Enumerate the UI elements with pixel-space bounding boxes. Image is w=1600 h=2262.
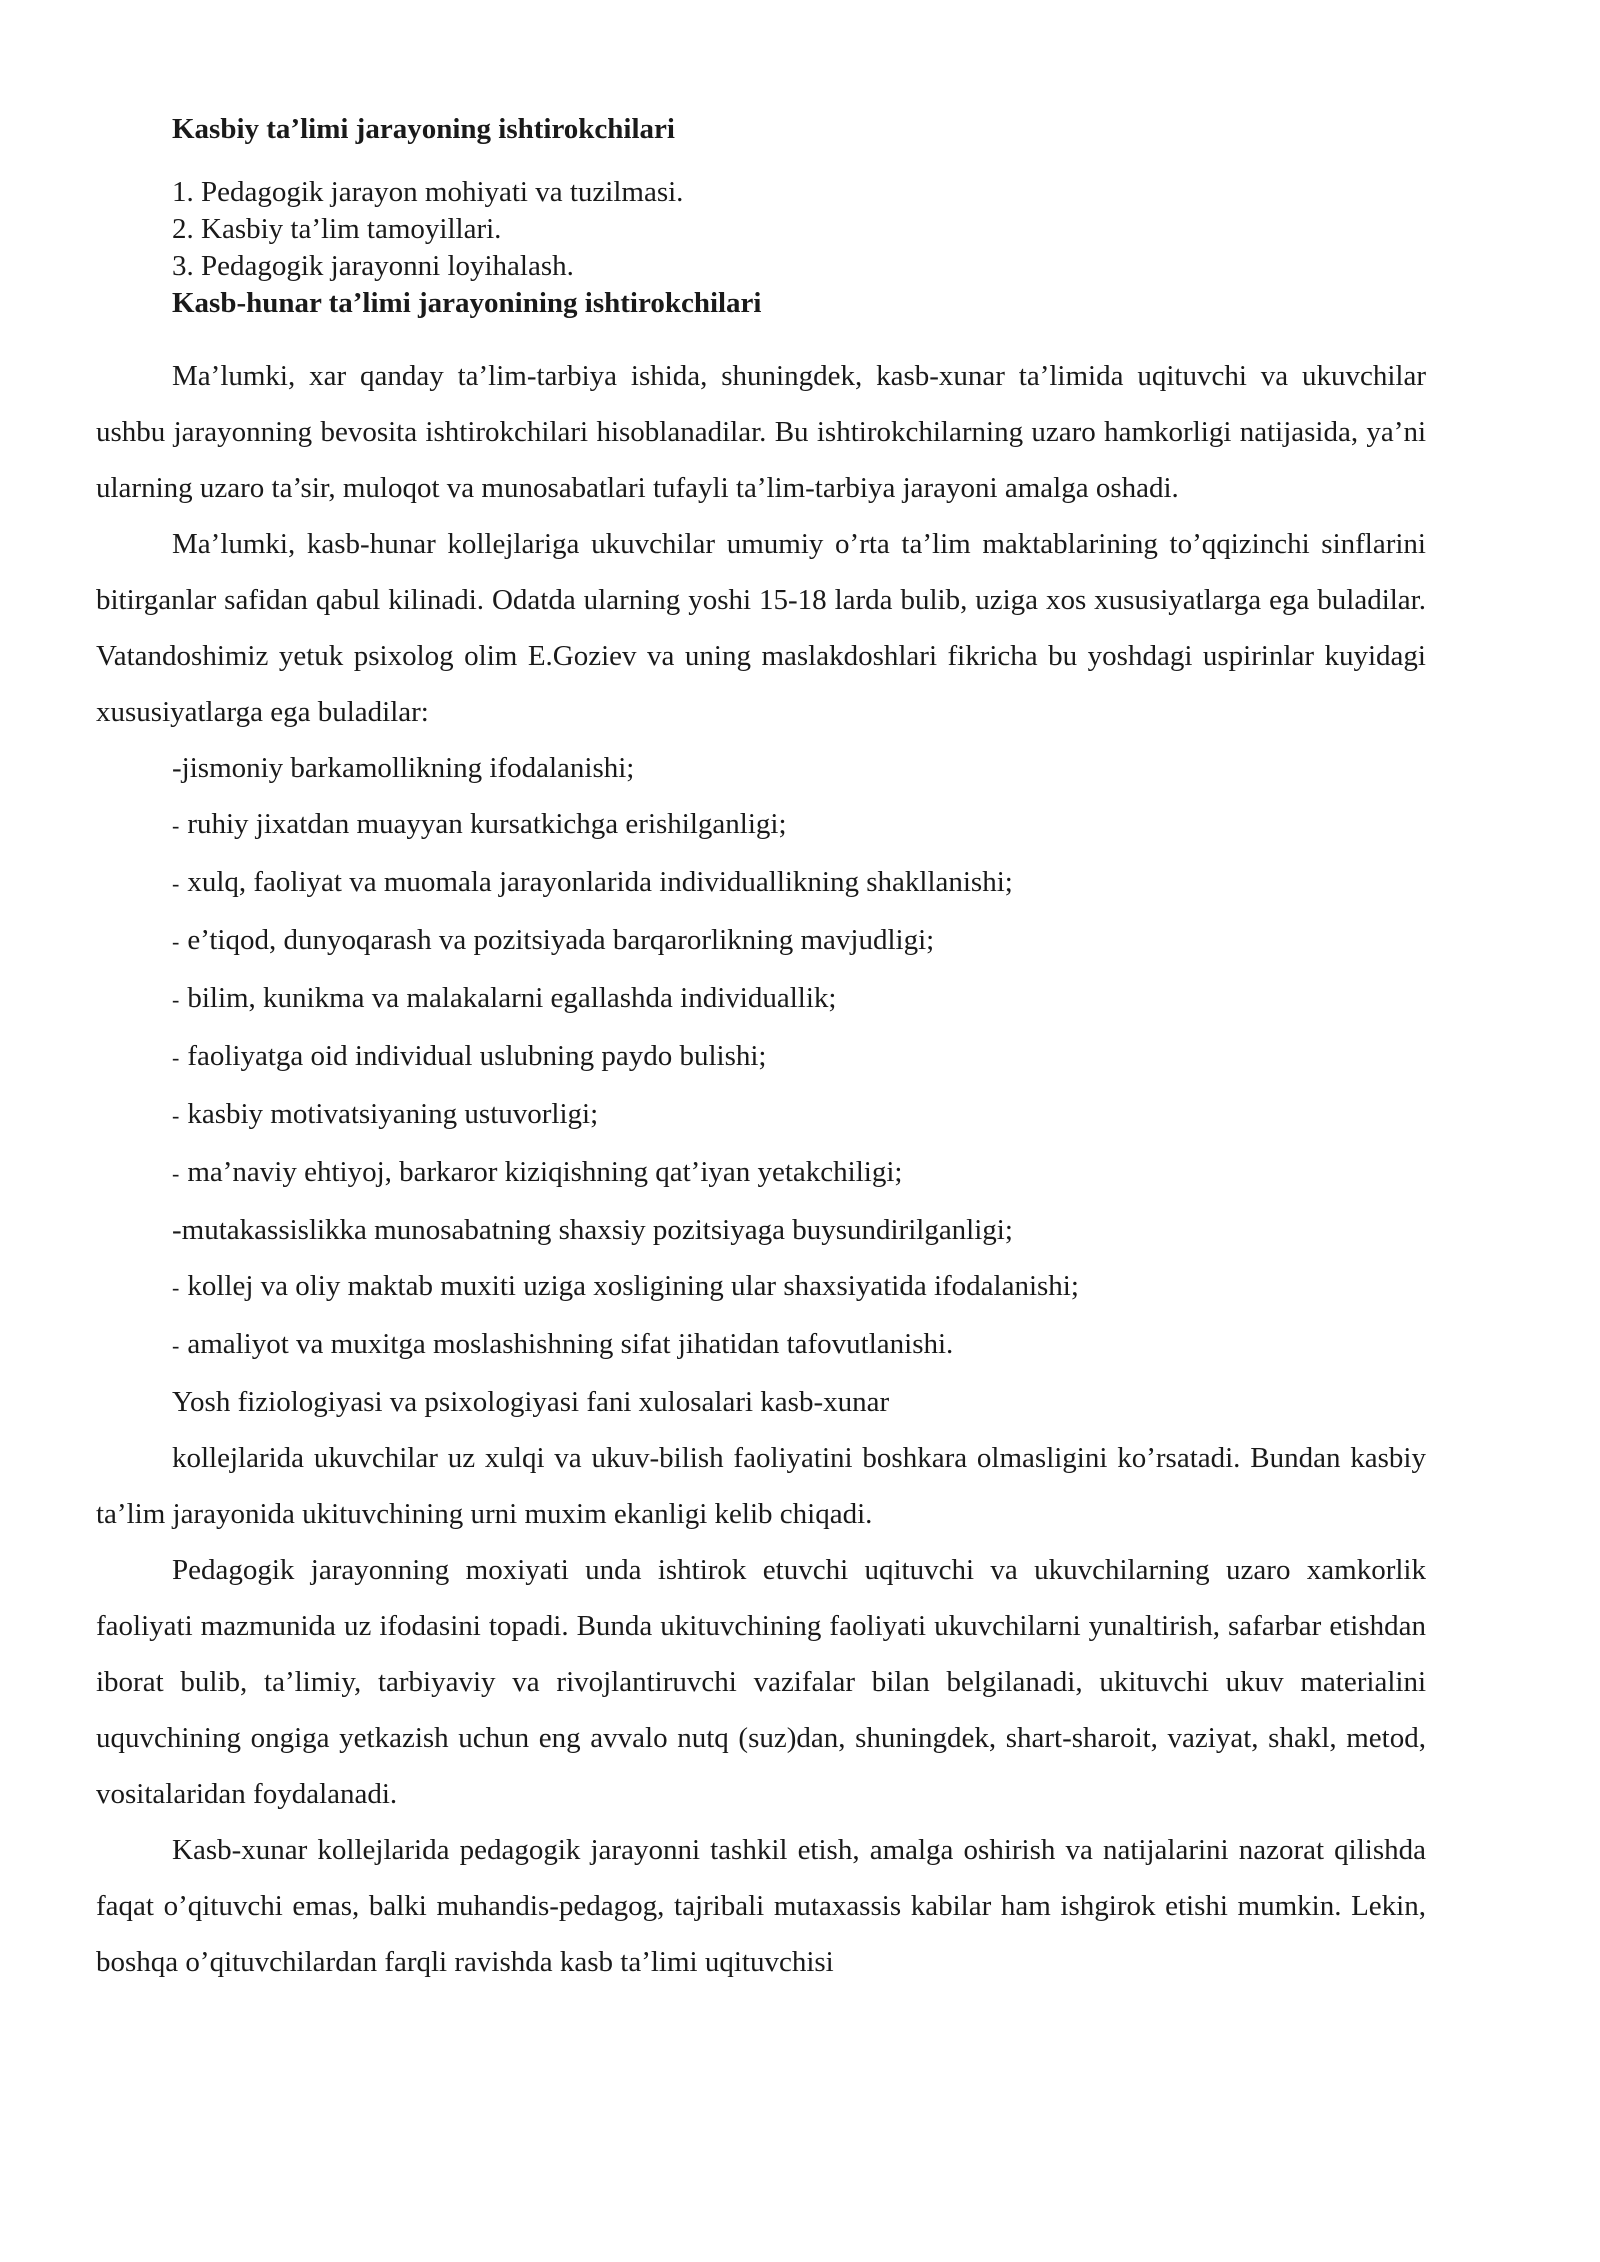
list-item-text: kasbiy motivatsiyaning ustuvorligi; bbox=[187, 1098, 599, 1130]
list-item-text: jismoniy barkamollikning ifodalanishi; bbox=[181, 752, 635, 784]
list-dash: - bbox=[172, 1103, 180, 1128]
paragraph: Ma’lumki, kasb-hunar kollejlariga ukuvchilar umumiy o’rta ta’lim maktablarining to’qqizinchi sinflarini bitirganlar safidan qabul kilinadi. Odatda ularning yoshi 15-18 larda bulib, uziga xos xususiyatlarga ega buladilar. Vatandoshimiz yetuk psixolog olim E.Goziev va uning maslakdoshlari fikricha bu yoshdagi uspirinlar kuyidagi xususiyatlarga ega buladilar: bbox=[96, 528, 1426, 728]
list-dash: - bbox=[172, 871, 180, 896]
list-dash: - bbox=[172, 813, 180, 838]
topics-list bbox=[96, 174, 1426, 285]
list-item bbox=[172, 854, 1426, 912]
paragraph: Pedagogik jarayonning moxiyati unda ishtirok etuvchi uqituvchi va ukuvchilarning uzaro xamkorlik faoliyati mazmunida uz ifodasini topadi. Bunda ukituvchining faoliyati ukuvchilarni yunaltirish, safarbar etishdan iborat bulib, ta’limiy, tarbiyaviy va rivojlantiruvchi vazifalar bilan belgilanadi, ukituvchi ukuv materialini uquvchining ongiga yetkazish uchun eng avvalo nutq (suz)dan, shuningdek, shart-sharoit, vaziyat, shakl, metod, vositalaridan foydalanadi. bbox=[96, 1554, 1426, 1810]
document-title: Kasbiy ta’limi jarayoning ishtirokchilari bbox=[172, 113, 675, 145]
topic-item: 3. Pedagogik jarayonni loyihalash. bbox=[172, 250, 574, 282]
list-dash: - bbox=[172, 1045, 180, 1070]
list-item bbox=[172, 912, 1426, 970]
list-item bbox=[172, 740, 1426, 796]
list-item-text: e’tiqod, dunyoqarash va pozitsiyada barqarorlikning mavjudligi; bbox=[187, 924, 935, 956]
list-item-text: kollej va oliy maktab muxiti uziga xosligining ular shaxsiyatida ifodalanishi; bbox=[187, 1270, 1079, 1302]
topic-item: 2. Kasbiy ta’lim tamoyillari. bbox=[172, 213, 502, 245]
list-dash: - bbox=[172, 1161, 180, 1186]
list-item bbox=[172, 1028, 1426, 1086]
list-item bbox=[172, 1258, 1426, 1316]
list-dash: - bbox=[172, 752, 182, 784]
list-item bbox=[172, 1202, 1426, 1258]
paragraph: Kasb-xunar kollejlarida pedagogik jarayonni tashkil etish, amalga oshirish va natijalarini nazorat qilishda faqat o’qituvchi emas, balki muhandis-pedagog, tajribali mutaxassis kabilar ham ishgirok etishi mumkin. Lekin, boshqa o’qituvchilardan farqli ravishda kasb ta’limi uqituvchisi bbox=[96, 1834, 1426, 1978]
list-dash: - bbox=[172, 987, 180, 1012]
document-page bbox=[96, 108, 1426, 1990]
list-dash: - bbox=[172, 929, 180, 954]
list-item bbox=[172, 796, 1426, 854]
list-item-text: ruhiy jixatdan muayyan kursatkichga erishilganligi; bbox=[187, 808, 787, 840]
topic-item: 1. Pedagogik jarayon mohiyati va tuzilmasi. bbox=[172, 176, 684, 208]
document-body bbox=[96, 348, 1426, 1990]
list-item bbox=[172, 970, 1426, 1028]
list-item-text: mutakassislikka munosabatning shaxsiy pozitsiyaga buysundirilganligi; bbox=[181, 1214, 1013, 1246]
list-item bbox=[172, 1144, 1426, 1202]
list-dash: - bbox=[172, 1275, 180, 1300]
list-item bbox=[172, 1316, 1426, 1374]
paragraph-first-line: Yosh fiziologiyasi va psixologiyasi fani xulosalari kasb-xunar bbox=[172, 1386, 890, 1418]
list-item-text: faoliyatga oid individual uslubning paydo bulishi; bbox=[187, 1040, 767, 1072]
section-heading: Kasb-hunar ta’limi jarayonining ishtirokchilari bbox=[172, 287, 762, 319]
list-item-text: bilim, kunikma va malakalarni egallashda individuallik; bbox=[187, 982, 837, 1014]
list-dash: - bbox=[172, 1333, 180, 1358]
characteristics-list bbox=[96, 740, 1426, 1374]
list-item bbox=[172, 1086, 1426, 1144]
paragraph: kollejlarida ukuvchilar uz xulqi va ukuv-bilish faoliyatini boshkara olmasligini ko’rsatadi. Bundan kasbiy ta’lim jarayonida ukituvchining urni muxim ekanligi kelib chiqadi. bbox=[96, 1442, 1426, 1530]
paragraph: Ma’lumki, xar qanday ta’lim-tarbiya ishida, shuningdek, kasb-xunar ta’limida uqituvchi va ukuvchilar ushbu jarayonning bevosita ishtirokchilari hisoblanadilar. Bu ishtirokchilarning uzaro hamkorligi natijasida, ya’ni ularning uzaro ta’sir, muloqot va munosabatlari tufayli ta’lim-tarbiya jarayoni amalga oshadi. bbox=[96, 360, 1426, 504]
list-item-text: ma’naviy ehtiyoj, barkaror kiziqishning qat’iyan yetakchiligi; bbox=[187, 1156, 903, 1188]
list-item-text: xulq, faoliyat va muomala jarayonlarida individuallikning shakllanishi; bbox=[187, 866, 1013, 898]
list-item-text: amaliyot va muxitga moslashishning sifat jihatidan tafovutlanishi. bbox=[187, 1328, 954, 1360]
list-dash: - bbox=[172, 1214, 182, 1246]
